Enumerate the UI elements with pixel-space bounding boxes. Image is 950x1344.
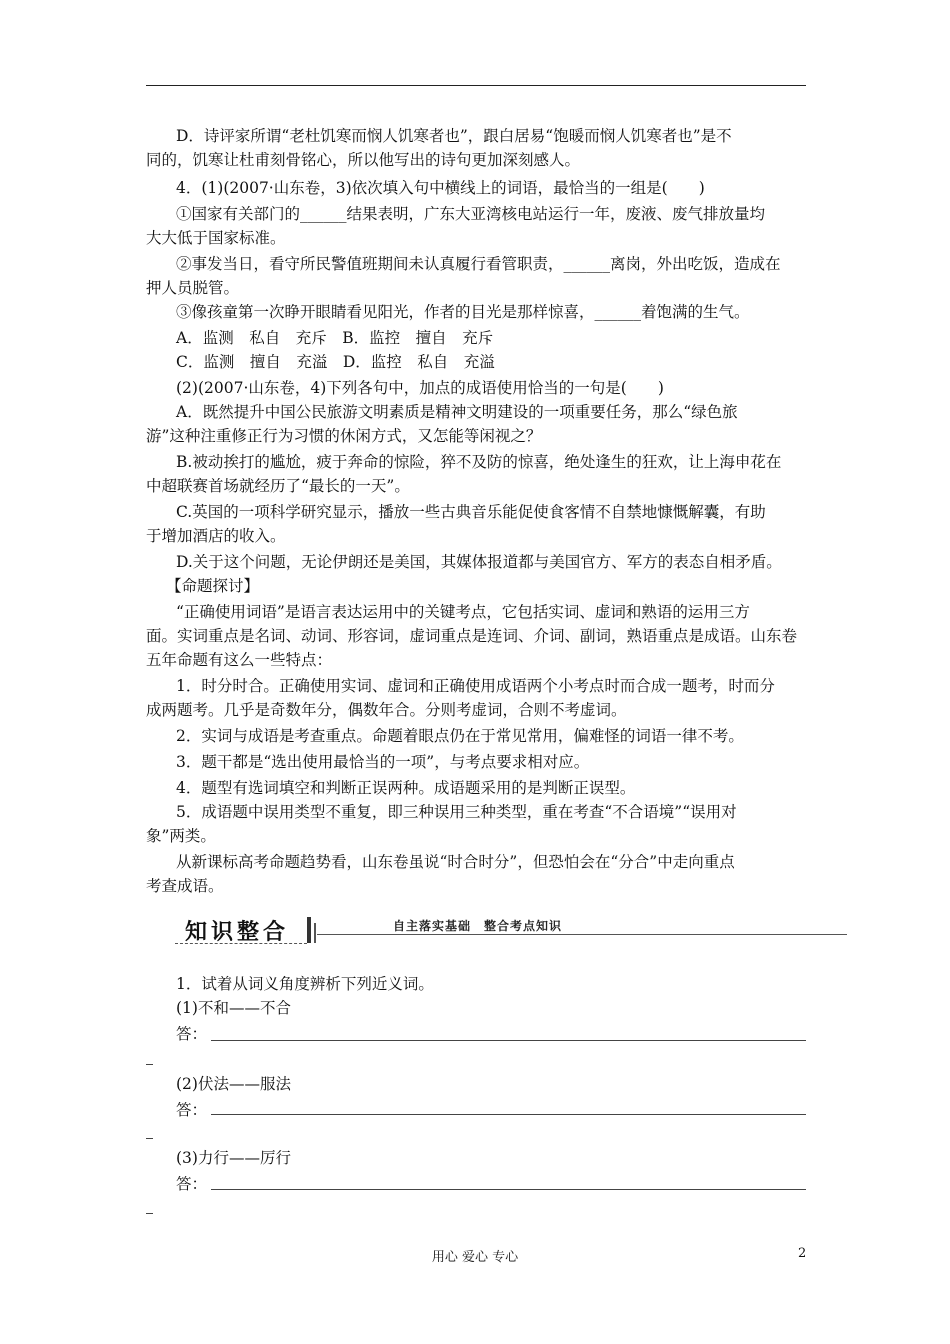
exercise-intro: 1．试着从词义角度辨析下列近义词。 (176, 975, 434, 993)
exercise-item-label: (1)不和——不合 (176, 999, 291, 1017)
section-heading: 【命题探讨】 (166, 577, 260, 595)
text-line: 象”两类。 (146, 827, 216, 845)
text-line: 3．题干都是“选出使用最恰当的一项”，与考点要求相对应。 (176, 753, 590, 771)
text-line: ③像孩童第一次睁开眼睛看见阳光，作者的目光是那样惊喜，______着饱满的生气。 (176, 303, 750, 321)
answer-line[interactable] (211, 1040, 806, 1041)
text-line: ②事发当日，看守所民警值班期间未认真履行看管职责，______离岗，外出吃饭，造成在 (176, 255, 781, 273)
answer-line[interactable] (211, 1114, 806, 1115)
banner-divider-thin (314, 923, 316, 943)
text-line: 2．实词与成语是考查重点。命题着眼点仍在于常见常用，偏难怪的词语一律不考。 (176, 727, 744, 745)
text-line: B.被动挨打的尴尬，疲于奔命的惊险，猝不及防的惊喜，绝处逢生的狂欢，让上海申花在 (176, 453, 782, 471)
option-line: C．监测 擅自 充溢 D．监控 私自 充溢 (176, 353, 495, 371)
question-4-2-stem: (2)(2007·山东卷，4)下列各句中，加点的成语使用恰当的一句是( ) (176, 379, 664, 397)
text-line: ①国家有关部门的______结果表明，广东大亚湾核电站运行一年，废液、废气排放量均 (176, 205, 766, 223)
answer-prefix: 答： (176, 1175, 208, 1193)
banner-slogan: 自主落实基础 整合考点知识 (393, 919, 563, 933)
banner-divider (307, 917, 311, 943)
banner-title: 知识整合 (185, 920, 290, 945)
exercise-item-label: (3)力行——厉行 (176, 1149, 291, 1167)
banner-underline (175, 943, 307, 944)
question-4-stem: 4．(1)(2007·山东卷，3)依次填入句中横线上的词语，最恰当的一组是( ) (176, 179, 705, 197)
answer-line[interactable] (211, 1189, 806, 1190)
text-line: A．既然提升中国公民旅游文明素质是精神文明建设的一项重要任务，那么“绿色旅 (176, 403, 738, 421)
text-line: 考查成语。 (146, 877, 224, 895)
exercise-item-label: (2)伏法——服法 (176, 1075, 291, 1093)
text-line: D.关于这个问题，无论伊朗还是美国，其媒体报道都与美国官方、军方的表态自相矛盾。 (176, 553, 782, 571)
text-line: 中超联赛首场就经历了“最长的一天”。 (146, 477, 410, 495)
option-line: A．监测 私自 充斥 B．监控 擅自 充斥 (176, 329, 494, 347)
text-line: 面。实词重点是名词、动词、形容词，虚词重点是连词、介词、副词，熟语重点是成语。山东卷 (146, 627, 798, 645)
text-line: 于增加酒店的收入。 (146, 527, 286, 545)
page-number: 2 (798, 1246, 807, 1261)
text-line: 4．题型有选词填空和判断正误两种。成语题采用的是判断正误型。 (176, 779, 636, 797)
text-line: C.英国的一项科学研究显示，播放一些古典音乐能促使食客情不自禁地慷慨解囊，有助 (176, 503, 766, 521)
text-line: “正确使用词语”是语言表达运用中的关键考点，它包括实词、虚词和熟语的运用三方 (176, 603, 750, 621)
answer-line-overflow (146, 1138, 153, 1139)
text-line: 5．成语题中误用类型不重复，即三种误用三种类型，重在考查“不合语境”“误用对 (176, 803, 737, 821)
page-footer: 用心 爱心 专心 (431, 1250, 519, 1265)
text-line: 从新课标高考命题趋势看，山东卷虽说“时合时分”，但恐怕会在“分合”中走向重点 (176, 853, 735, 871)
text-line: 押人员脱管。 (146, 279, 240, 297)
text-line: 游”这种注重修正行为习惯的休闲方式，又怎能等闲视之？ (146, 427, 542, 445)
answer-prefix: 答： (176, 1101, 208, 1119)
answer-line-overflow (146, 1213, 153, 1214)
text-line: 1．时分时合。正确使用实词、虚词和正确使用成语两个小考点时而合成一题考，时而分 (176, 677, 775, 695)
text-line: 同的，饥寒让杜甫刻骨铭心，所以他写出的诗句更加深刻感人。 (146, 151, 581, 169)
banner-rule (317, 934, 847, 935)
text-line: D．诗评家所谓“老杜饥寒而悯人饥寒者也”，跟白居易“饱暖而悯人饥寒者也”是不 (176, 127, 732, 145)
text-line: 五年命题有这么一些特点： (146, 651, 333, 669)
text-line: 成两题考。几乎是奇数年分，偶数年合。分则考虚词，合则不考虚词。 (146, 701, 627, 719)
text-line: 大大低于国家标准。 (146, 229, 286, 247)
answer-line-overflow (146, 1064, 153, 1065)
section-banner (175, 915, 847, 945)
answer-prefix: 答： (176, 1025, 208, 1043)
header-rule (146, 85, 806, 86)
